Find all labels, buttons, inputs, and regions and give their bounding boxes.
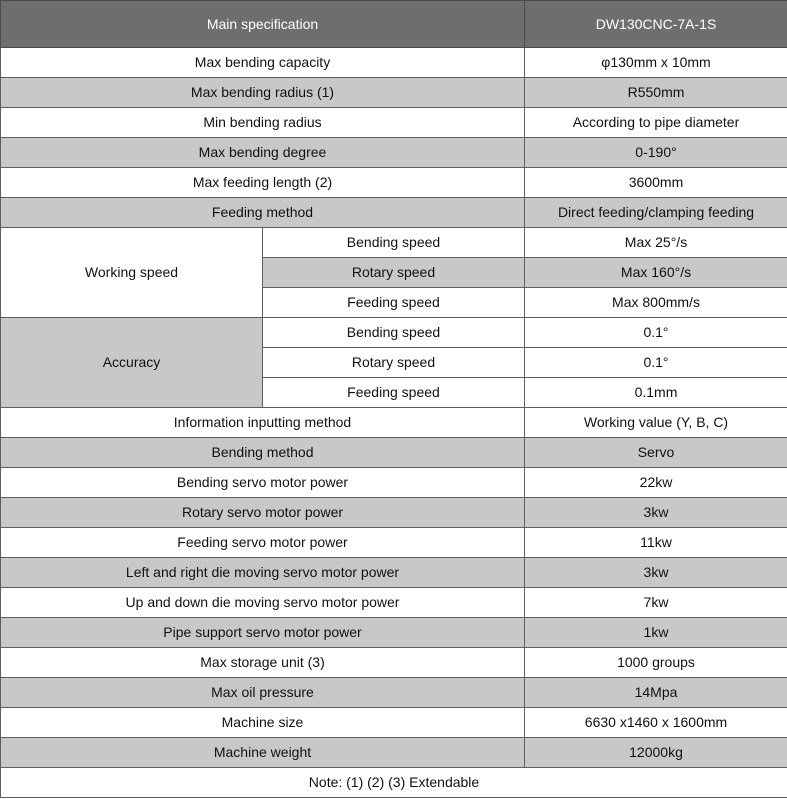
spec-value: Direct feeding/clamping feeding: [525, 198, 787, 228]
table-row: [1, 708, 787, 738]
spec-value: According to pipe diameter: [525, 108, 787, 138]
spec-value: Working value (Y, B, C): [525, 408, 787, 438]
spec-label: Max bending degree: [1, 138, 525, 168]
spec-value: 0.1mm: [525, 378, 787, 408]
spec-value: 0.1°: [525, 348, 787, 378]
table-row: [1, 318, 787, 348]
spec-label: Min bending radius: [1, 108, 525, 138]
spec-value: 0.1°: [525, 318, 787, 348]
note-row: [1, 768, 787, 798]
spec-sublabel: Feeding speed: [263, 288, 525, 318]
table-row: [1, 678, 787, 708]
spec-value: R550mm: [525, 78, 787, 108]
spec-label: Max bending capacity: [1, 48, 525, 78]
header-label: Main specification: [1, 1, 525, 48]
spec-label: Max feeding length (2): [1, 168, 525, 198]
table-row: [1, 528, 787, 558]
spec-label: Bending method: [1, 438, 525, 468]
spec-value: 1kw: [525, 618, 787, 648]
spec-value: 6630 x1460 x 1600mm: [525, 708, 787, 738]
spec-label: Bending servo motor power: [1, 468, 525, 498]
spec-value: 12000kg: [525, 738, 787, 768]
spec-value: Max 800mm/s: [525, 288, 787, 318]
table-row: [1, 198, 787, 228]
table-row: [1, 168, 787, 198]
table-row: [1, 558, 787, 588]
spec-value: φ130mm x 10mm: [525, 48, 787, 78]
spec-label: Information inputting method: [1, 408, 525, 438]
spec-value: Max 25°/s: [525, 228, 787, 258]
spec-label: Pipe support servo motor power: [1, 618, 525, 648]
spec-value: 3kw: [525, 498, 787, 528]
spec-label: Max bending radius (1): [1, 78, 525, 108]
spec-value: 1000 groups: [525, 648, 787, 678]
spec-value: 22kw: [525, 468, 787, 498]
spec-value: 7kw: [525, 588, 787, 618]
table-row: [1, 228, 787, 258]
spec-label: Up and down die moving servo motor power: [1, 588, 525, 618]
table-row: [1, 468, 787, 498]
table-row: [1, 648, 787, 678]
spec-sublabel: Bending speed: [263, 318, 525, 348]
working-speed-group-label: Working speed: [1, 228, 263, 318]
spec-label: Machine weight: [1, 738, 525, 768]
table-row: [1, 48, 787, 78]
spec-value: Servo: [525, 438, 787, 468]
spec-sublabel: Rotary speed: [263, 348, 525, 378]
header-row: [1, 1, 787, 48]
table-row: [1, 138, 787, 168]
table-row: [1, 498, 787, 528]
spec-value: Max 160°/s: [525, 258, 787, 288]
spec-sublabel: Rotary speed: [263, 258, 525, 288]
table-row: [1, 78, 787, 108]
spec-label: Left and right die moving servo motor power: [1, 558, 525, 588]
spec-value: 14Mpa: [525, 678, 787, 708]
spec-sublabel: Feeding speed: [263, 378, 525, 408]
table-row: [1, 438, 787, 468]
spec-sublabel: Bending speed: [263, 228, 525, 258]
spec-label: Feeding servo motor power: [1, 528, 525, 558]
spec-value: 0-190°: [525, 138, 787, 168]
table-row: [1, 618, 787, 648]
header-model: DW130CNC-7A-1S: [525, 1, 787, 48]
spec-value: 3kw: [525, 558, 787, 588]
table-row: [1, 108, 787, 138]
spec-value: 11kw: [525, 528, 787, 558]
table-row: [1, 738, 787, 768]
table-row: [1, 588, 787, 618]
accuracy-group-label: Accuracy: [1, 318, 263, 408]
footnote: Note: (1) (2) (3) Extendable: [1, 768, 787, 798]
spec-label: Max storage unit (3): [1, 648, 525, 678]
spec-label: Feeding method: [1, 198, 525, 228]
table-row: [1, 408, 787, 438]
spec-value: 3600mm: [525, 168, 787, 198]
spec-label: Max oil pressure: [1, 678, 525, 708]
spec-label: Rotary servo motor power: [1, 498, 525, 528]
spec-label: Machine size: [1, 708, 525, 738]
